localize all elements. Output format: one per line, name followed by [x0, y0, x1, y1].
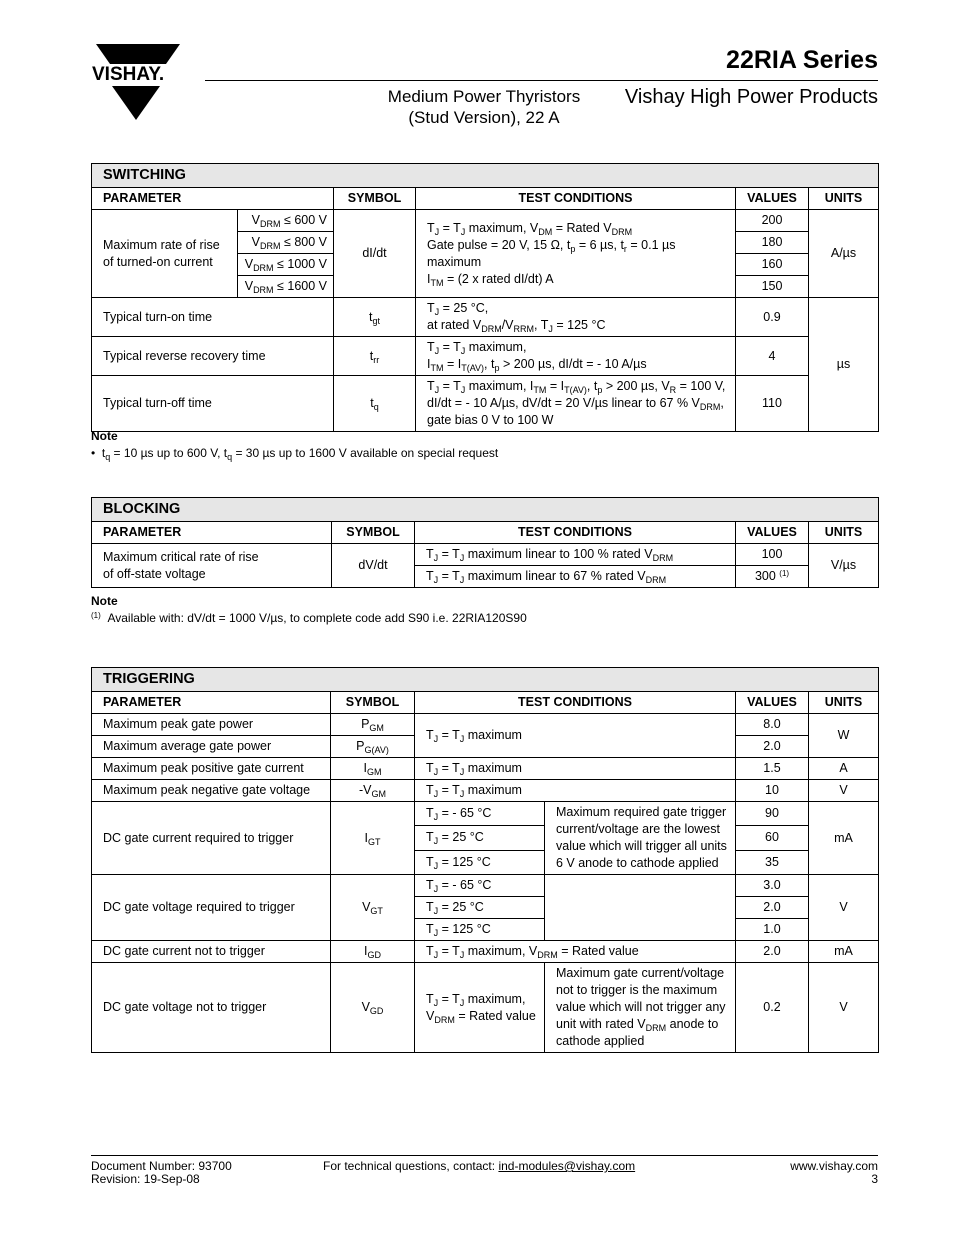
didt-subvalue: $V_{DRM} \le 1000$ V	[238, 254, 334, 276]
igd-symbol: $I_{GD}$	[331, 941, 415, 963]
blocking-note: Note $^{(1)}$ Available with: dV/dt = 1000 V/µs, to complete code add S90 i.e. 22RIA120S90	[91, 594, 527, 625]
footer-doc-info: Document Number: 93700 Revision: 19-Sep-08	[91, 1159, 232, 1186]
igm-symbol: $I_{GM}$	[331, 758, 415, 780]
header-rule	[205, 80, 878, 81]
dvdt-unit: V/µs	[809, 544, 879, 588]
turn-on-conditions: $T_J = 25$ °C, at rated $V_{DRM}/V_{RRM}$, $T_J = 125$ °C	[416, 298, 736, 337]
col-units: UNITS	[809, 522, 879, 544]
didt-param: Maximum rate of rise of turned-on current	[92, 210, 238, 298]
igt-value: 60	[736, 826, 809, 850]
igt-temp: $T_J = 125$ °C	[415, 850, 545, 874]
col-test-conditions: TEST CONDITIONS	[415, 522, 736, 544]
igt-note: Maximum required gate trigger current/voltage are the lowest value which will trigger all units 6 V anode to cathode applied	[545, 802, 736, 875]
turn-off-conditions: $T_J = T_J$ maximum, $I_{TM} = I_{T(AV)}$, $t_p > 200$ µs, $V_R = 100$ V, dI/dt = - 10 A/µs, dV/dt = 20 V/µs linear to 67 % $V_{DRM}$, gate bias 0 V to 100 W	[416, 376, 736, 432]
vgd-unit: V	[809, 963, 879, 1053]
pgm-value: 8.0	[736, 714, 809, 736]
blocking-title: BLOCKING	[92, 498, 879, 522]
vgt-temp: $T_J$ = - 65 °C	[415, 875, 545, 897]
igt-value: 35	[736, 850, 809, 874]
vgt-temp: $T_J = 125$ °C	[415, 919, 545, 941]
didt-value: 200	[736, 210, 809, 232]
didt-subvalue: $V_{DRM} \le 800$ V	[238, 232, 334, 254]
vgm-value: 10	[736, 780, 809, 802]
didt-conditions: $T_J = T_J$ maximum, $V_{DM}$ = Rated $V_{DRM}$ Gate pulse = 20 V, 15 Ω, $t_p = 6$ µs, $t_r = 0.1$ µs maximum $I_{TM} = (2$ x rated dI/dt) A	[416, 210, 736, 298]
col-test-conditions: TEST CONDITIONS	[416, 188, 736, 210]
vgt-param: DC gate voltage required to trigger	[92, 875, 331, 941]
footer-site	[790, 1160, 878, 1186]
triggering-title: TRIGGERING	[92, 668, 879, 692]
power-unit: W	[809, 714, 879, 758]
website-link[interactable]: www.vishay.com	[790, 1159, 878, 1173]
product-subtitle: Medium Power Thyristors (Stud Version), 22 A	[387, 87, 581, 127]
vgm-param: Maximum peak negative gate voltage	[92, 780, 331, 802]
switching-title: SWITCHING	[92, 164, 879, 188]
col-values: VALUES	[736, 692, 809, 714]
footer-contact: For technical questions, contact: ind-modules@vishay.com	[323, 1159, 636, 1173]
didt-value: 180	[736, 232, 809, 254]
col-symbol: SYMBOL	[334, 188, 416, 210]
reverse-recovery-symbol: $t_{rr}$	[334, 337, 416, 376]
igt-temp: $T_J$ = - 65 °C	[415, 802, 545, 826]
vgt-value: 2.0	[736, 897, 809, 919]
dvdt-value: 300 $^{(1)}$	[736, 566, 809, 588]
turn-off-symbol: $t_q$	[334, 376, 416, 432]
col-values: VALUES	[736, 522, 809, 544]
vgd-symbol: $V_{GD}$	[331, 963, 415, 1053]
col-parameter: PARAMETER	[92, 188, 334, 210]
col-parameter: PARAMETER	[92, 522, 332, 544]
igm-value: 1.5	[736, 758, 809, 780]
pgm-param: Maximum peak gate power	[92, 714, 331, 736]
igt-param: DC gate current required to trigger	[92, 802, 331, 875]
col-parameter: PARAMETER	[92, 692, 331, 714]
dvdt-symbol: dV/dt	[332, 544, 415, 588]
vgm-conditions: $T_J = T_J$ maximum	[415, 780, 736, 802]
reverse-recovery-conditions: $T_J = T_J$ maximum, $I_{TM} = I_{T(AV)}$, $t_p > 200$ µs, dI/dt = - 10 A/µs	[416, 337, 736, 376]
col-test-conditions: TEST CONDITIONS	[415, 692, 736, 714]
didt-subvalue: $V_{DRM} \le 600$ V	[238, 210, 334, 232]
igm-param: Maximum peak positive gate current	[92, 758, 331, 780]
igt-symbol: $I_{GT}$	[331, 802, 415, 875]
time-unit: µs	[809, 298, 879, 432]
pgav-value: 2.0	[736, 736, 809, 758]
switching-table	[91, 163, 879, 432]
vgt-note-empty	[545, 875, 736, 941]
pgm-conditions: $T_J = T_J$ maximum	[415, 714, 736, 758]
vgm-symbol: $-V_{GM}$	[331, 780, 415, 802]
vgt-symbol: $V_{GT}$	[331, 875, 415, 941]
igd-value: 2.0	[736, 941, 809, 963]
vgd-value: 0.2	[736, 963, 809, 1053]
triggering-table	[91, 667, 879, 1053]
reverse-recovery-param: Typical reverse recovery time	[92, 337, 334, 376]
col-values: VALUES	[736, 188, 809, 210]
contact-email-link[interactable]: ind-modules@vishay.com	[498, 1159, 636, 1173]
blocking-table	[91, 497, 879, 588]
dvdt-condition: $T_J = T_J$ maximum linear to 67 % rated $V_{DRM}$	[415, 566, 736, 588]
igt-unit: mA	[809, 802, 879, 875]
col-units: UNITS	[809, 188, 879, 210]
pgm-symbol: $P_{GM}$	[331, 714, 415, 736]
vgd-conditions: $T_J = T_J$ maximum, $V_{DRM}$ = Rated value	[415, 963, 545, 1053]
didt-value: 150	[736, 276, 809, 298]
igt-temp: $T_J = 25$ °C	[415, 826, 545, 850]
pgav-param: Maximum average gate power	[92, 736, 331, 758]
vishay-logo	[90, 44, 182, 120]
didt-unit: A/µs	[809, 210, 879, 298]
vgd-param: DC gate voltage not to trigger	[92, 963, 331, 1053]
igd-conditions: $T_J = T_J$ maximum, $V_{DRM}$ = Rated value	[415, 941, 736, 963]
didt-value: 160	[736, 254, 809, 276]
didt-symbol: dI/dt	[334, 210, 416, 298]
footer-rule	[91, 1155, 878, 1156]
turn-on-param: Typical turn-on time	[92, 298, 334, 337]
brand-line: Vishay High Power Products	[624, 86, 878, 108]
series-title: 22RIA Series	[726, 46, 878, 74]
vgd-note: Maximum gate current/voltage not to trigger is the maximum value which will not trigger any unit with rated $V_{DRM}$ anode to cathode applied	[545, 963, 736, 1053]
dvdt-condition: $T_J = T_J$ maximum linear to 100 % rated $V_{DRM}$	[415, 544, 736, 566]
turn-off-value: 110	[736, 376, 809, 432]
page-number: 3	[871, 1172, 878, 1186]
pgav-symbol: $P_{G(AV)}$	[331, 736, 415, 758]
dvdt-value: 100	[736, 544, 809, 566]
vgt-value: 3.0	[736, 875, 809, 897]
igd-unit: mA	[809, 941, 879, 963]
reverse-recovery-value: 4	[736, 337, 809, 376]
didt-subvalue: $V_{DRM} \le 1600$ V	[238, 276, 334, 298]
vgt-unit: V	[809, 875, 879, 941]
col-symbol: SYMBOL	[331, 692, 415, 714]
vgt-value: 1.0	[736, 919, 809, 941]
igt-value: 90	[736, 802, 809, 826]
svg-text:VISHAY.: VISHAY.	[92, 64, 165, 85]
turn-off-param: Typical turn-off time	[92, 376, 334, 432]
igm-unit: A	[809, 758, 879, 780]
turn-on-value: 0.9	[736, 298, 809, 337]
turn-on-symbol: $t_{gt}$	[334, 298, 416, 337]
col-units: UNITS	[809, 692, 879, 714]
switching-note: Note • $t_q = 10$ µs up to 600 V, $t_q = 30$ µs up to 1600 V available on special request	[91, 429, 499, 462]
igd-param: DC gate current not to trigger	[92, 941, 331, 963]
dvdt-param: Maximum critical rate of rise of off-state voltage	[92, 544, 332, 588]
col-symbol: SYMBOL	[332, 522, 415, 544]
igm-conditions: $T_J = T_J$ maximum	[415, 758, 736, 780]
vgm-unit: V	[809, 780, 879, 802]
vgt-temp: $T_J = 25$ °C	[415, 897, 545, 919]
